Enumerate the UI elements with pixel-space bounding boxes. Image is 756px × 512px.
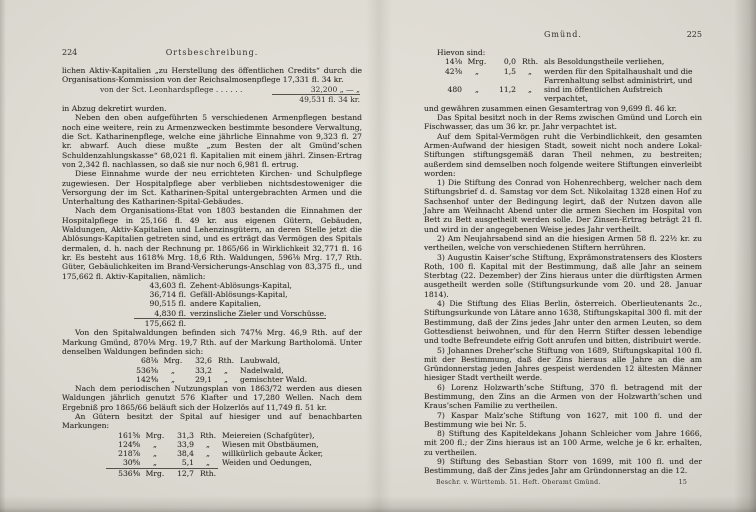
sum-amount: 32,200 „ — „ [272,85,360,95]
cell: Rth. [199,468,217,478]
cell: Mrg. [163,356,183,366]
list-row [106,431,323,440]
cell: „ [153,439,157,449]
page-edge-left [0,0,6,512]
paragraph: Diese Einnahme wurde der neu errichteten Kirchen- und Schulpflege zugewiesen. Der Hospitalpflege aber verblieben nichtsdestoweniger die Versorgung der im Sct. Katharinen-Spital untergebrachten Armen und die Unterhaltung des Katharinen-Spital-Gebäudes. [62,169,362,207]
cell: Weiden und Oedungen, [222,458,312,468]
cell: 5,1 [166,458,194,468]
paragraph: Hievon sind: [437,48,486,57]
cell: 1,5 [503,66,516,76]
paragraph: Nach dem Organisations-Etat von 1803 bestanden die Einnahmen der Hospitalpflege in 25,166 fl. 49 kr. aus eigenen Gütern, Gebäuden, Waldungen, Aktiv-Kapitalien und Lehenzinsgütern, an deren Stelle jetzt die Ablösungs-Kapitalien getreten sind, und es erträgt das Vermögen des Spitals dermalen, d. h. nach der Rechnung pr. 1865/66 in Wirklichkeit 32,771 fl. 16 kr. Es besteht aus 1618⁴⁄₈ Mrg. 18,6 Rth. Waldungen, 596¹⁄₈ Mrg. 17,7 Rth. Güter, Gebäulichkeiten im Brand-Versicherungs-Anschlag von 83,375 fl., und 175,662 fl. Aktiv-Kapitalien, nämlich: [62,206,362,281]
page-footer [424,479,702,486]
cell: „ [224,365,228,375]
cell: 12,7 [177,468,194,478]
signature-mark: 15 [678,478,688,486]
list-row [134,299,326,308]
cell: „ [171,365,175,375]
page-edge-right [734,0,756,512]
running-header-right [424,30,702,39]
cell: verzinsliche Zieler und Vorschüsse. [186,309,326,319]
cell: 29,1 [195,374,212,384]
list-row [106,440,323,449]
paragraph: Neben den oben aufgeführten 5 verschiedenen Armenpflegen bestand noch eine weitere, rein zu Armenzwecken bestimmte besondere Verwaltung, die Sct. Katharinenpflege, welche eine jährliche Einnahme von 9,323 fl. 27 kr. abwarf. Auch diese mußte „zum Besten der alt Gmünd’schen Schuldenzahlungskasse“ 68,021 fl. Kapitalien mit einem jährl. Zinsen-Ertrag von 2,342 fl. nachlassen, so daß sie nur noch 6,981 fl. ertrug. [62,113,362,169]
paragraph: Auf dem Spital-Vermögen ruht die Verbindlichkeit, den gesamten Armen-Aufwand der hiesigen Stadt, soweit nicht noch andere Lokal-Stiftungen stiftungsgemäß daran Theil nehmen, zu bestreiten; außerdem sind demselben noch folgende weitere Stiftungen einverleibt worden: [424,131,702,178]
cell: „ [140,458,166,468]
cell [218,468,323,478]
cell: „ [224,374,228,384]
paragraph: Von den Spitalwaldungen befinden sich 747⁴⁄₈ Mrg. 46,9 Rth. auf der Markung Gmünd, 870¹⁄₈ Mrg. 19,7 Rth. auf der Markung Bartholomä. Unter denselben Waldungen befinden sich: [62,328,362,356]
cell: Rth. [217,356,235,366]
paragraph: Nach dem periodischen Nutzungsplan von 1863/72 werden aus diesen Waldungen jährlich genutzt 576 Klafter und 17,280 Wellen. Nach dem Ergebniß pro 1865/66 beläuft sich der Holzerlös auf 11,749 fl. 51 kr. [62,384,362,412]
page-right [424,30,702,486]
paragraph: 3) Augustin Kaiser’sche Stiftung, Exprämonstratensers des Klosters Roth, 100 fl. Kapital mit der Bestimmung, daß alle Jahr an seinem Sterbtag (22. Dezember) der Zins hieraus unter die dürftigsten Armen ausgetheilt werden solle (Stiftungsurkunde vom 20. und 28. Januar 1814). [424,252,702,299]
cell: Meiereien (Schafgüter), [222,430,315,440]
cell: 536⁴⁄₈ [118,468,140,478]
cell: „ [153,449,157,459]
total-row [106,468,323,478]
paragraph: 8) Stiftung des Kapiteldekans Johann Schleicher vom Jahre 1666, mit 200 fl.; der Zins hieraus ist an 100 Arme, welche je 6 kr. erhalten, zu vertheilen. [424,429,702,457]
paragraph: 9) Stiftung des Sebastian Storr von 1699, mit 100 fl. und der Bestimmung, daß der Zins jedes Jahr am Gründonnerstag an die 12. [424,457,702,476]
cell: 43,603 fl. [149,280,186,290]
cell: 42³⁄₈ [444,66,462,76]
cell: Zehent-Ablösungs-Kapital, [190,280,292,290]
cell: gemischter Wald. [240,374,307,384]
cell: 31,3 [177,430,194,440]
cell: 218⁷⁄₈ [118,449,140,459]
paragraph: 2) Am Neujahrsabend sind an die hiesigen Armen 58 fl. 22¹⁄₂ kr. zu vertheilen, welche von verschiedenen Stiftern herrühren. [424,233,702,253]
list-row [428,57,702,66]
page-edge-bottom [0,496,756,512]
paragraph: Das Spital besitzt noch in der Rems zwischen Gmünd und Lorch ein Fischwasser, das um 36 kr. pr. Jahr verpachtet ist. [424,113,702,132]
cell: Mrg. [467,57,487,67]
cell: 68¹⁄₈ [140,356,158,366]
paragraph: 4) Die Stiftung des Elias Berlin, österreich. Oberlieutenants 2c., Stiftungsurkunde von Lätare anno 1638, Stiftungskapital 300 fl. mit der Bestimmung, daß der Zins jedes Jahr unter den armen Leuten, so dem Gottesdienst beiwohnen, und für den Herrn Stifter dessen lebendige und todte Befreundete eifrig Gott anrufen und bitten, distribuirt werde. [424,299,702,346]
cell: andere Kapitalien, [190,299,262,309]
cell: Rth. [521,57,539,67]
page-number-right: 225 [686,30,702,39]
cell: 33,2 [195,365,212,375]
measure-list [428,57,702,103]
cell: Mrg. [145,430,165,440]
cell: 124⁶⁄₈ [118,439,140,449]
page-number-left: 224 [62,48,78,57]
list-row [106,449,323,458]
sum-row [62,85,362,95]
page-body-left [62,66,362,478]
list-row [428,67,702,86]
cell: Nadelwald, [240,365,284,375]
cell: 536³⁄₈ [136,365,158,375]
cell: sind im öffentlichen Aufstreich verpachtet, [544,85,663,104]
running-title-left: Ortsbeschreibung. [165,48,259,57]
page-body-right [424,48,702,476]
cell: 4,830 fl. [134,309,186,319]
paragraph: 1) Die Stiftung des Conrad von Hohenrechberg, welcher nach dem Stiftungsbrief d. d. Samstag vor dem Sct. Nikolaitag 1328 einen Hof zu Sachsenhof unter der Bedingung legirt, daß der Nutzen davon alle Jahre am Weihnacht Abend unter die armen Siechen im Hospital von Bett zu Bett ausgetheilt werden solle. Der Zinsen-Ertrag beträgt 21 fl. und wird in der angegebenen Weise jedes Jahr vertheilt. [424,178,702,234]
cell: Wiesen mit Obstbäumen, [222,439,319,449]
cell: 11,2 [499,85,516,95]
series-imprint: Beschr. v. Württemb. 51. Heft. Oberamt Gmünd. [436,478,601,486]
list-row [124,375,307,384]
measure-list [124,356,307,384]
cell [186,319,326,329]
list-row [106,458,323,468]
cell: als Besoldungstheile verliehen, [544,57,665,67]
paragraph: 6) Lorenz Holzwarth’sche Stiftung, 370 fl. betragend mit der Bestimmung, den Zins an die Armen von der Holzwarth’schen und Kraus’schen Familie zu vertheilen. [424,382,702,411]
cell: „ [475,66,479,76]
paragraph: An Gütern besitzt der Spital auf hiesiger und auf benachbarten Markungen: [62,411,362,431]
paragraph: 7) Kaspar Malz’sche Stiftung von 1627, mit 100 fl. und der Bestimmung wie bei Nr. 5. [424,410,702,429]
cell: „ [528,85,532,95]
paragraph: in Abzug dekretirt wurden. [62,104,167,114]
paragraph: und gewähren zusammen einen Gesamtertrag von 9,699 fl. 46 kr. [424,103,677,113]
cell: „ [171,374,175,384]
paragraph: 5) Johannes Dreher’sche Stiftung von 1689, Stiftungskapital 100 fl. mit der Bestimmung, daß der Zins hieraus alle Jahre an die am Gründonnerstag jeden Jahres gespeist werdenden 12 ältesten Männer hiesiger Stadt vertheilt werde. [424,345,702,383]
measure-list [106,431,323,478]
cell: 33,9 [177,439,194,449]
measure-list [134,281,326,328]
cell: 32,6 [195,356,212,366]
list-row [134,281,326,290]
list-row [428,85,702,104]
cell: 142⁴⁄₈ [136,374,158,384]
list-row [124,366,307,375]
cell: 161⁵⁄₈ [118,430,140,440]
cell: 0,0 [503,57,516,67]
cell: willkürlich gebaute Äcker, [222,449,323,459]
sum-label: von der Sct. Leonhardspflege . . . . . . [100,84,243,94]
cell: 175,662 fl. [144,319,186,329]
cell: Laubwald, [240,356,281,366]
running-title-right: Gmünd. [544,30,582,39]
cell: 14¹⁄₈ [444,57,462,67]
total-row [134,319,326,329]
cell: „ [475,85,479,95]
paragraph: lichen Aktiv-Kapitalien „zu Herstellung des öffentlichen Credits“ durch die Organisations-Kommission von der Reichsalmosenpflege 17,331 fl. 34 kr. [62,66,362,85]
running-header-left [62,48,362,57]
cell: 38,4 [177,449,194,459]
cell: werden für den Spitalhaushalt und die Farrenhaltung selbst administrirt, und [544,66,693,85]
cell: „ [206,439,210,449]
gutter-shadow [366,0,392,512]
cell: „ [206,449,210,459]
cell: 480 [447,85,462,95]
list-row [134,290,326,299]
page-left [62,48,362,478]
cell: 90,515 fl. [149,299,186,309]
cell: 36,714 fl. [149,290,186,300]
list-row [124,356,307,365]
cell: Gefäll-Ablösungs-Kapital, [190,290,288,300]
list-row [134,309,326,319]
sum-amount: 49,531 fl. 34 kr. [299,94,360,104]
cell: „ [194,458,218,468]
cell: Mrg. [145,468,165,478]
cell: „ [528,66,532,76]
cell: 30⁶⁄₈ [106,458,140,468]
cell: Rth. [199,430,217,440]
sum-row [62,95,362,104]
